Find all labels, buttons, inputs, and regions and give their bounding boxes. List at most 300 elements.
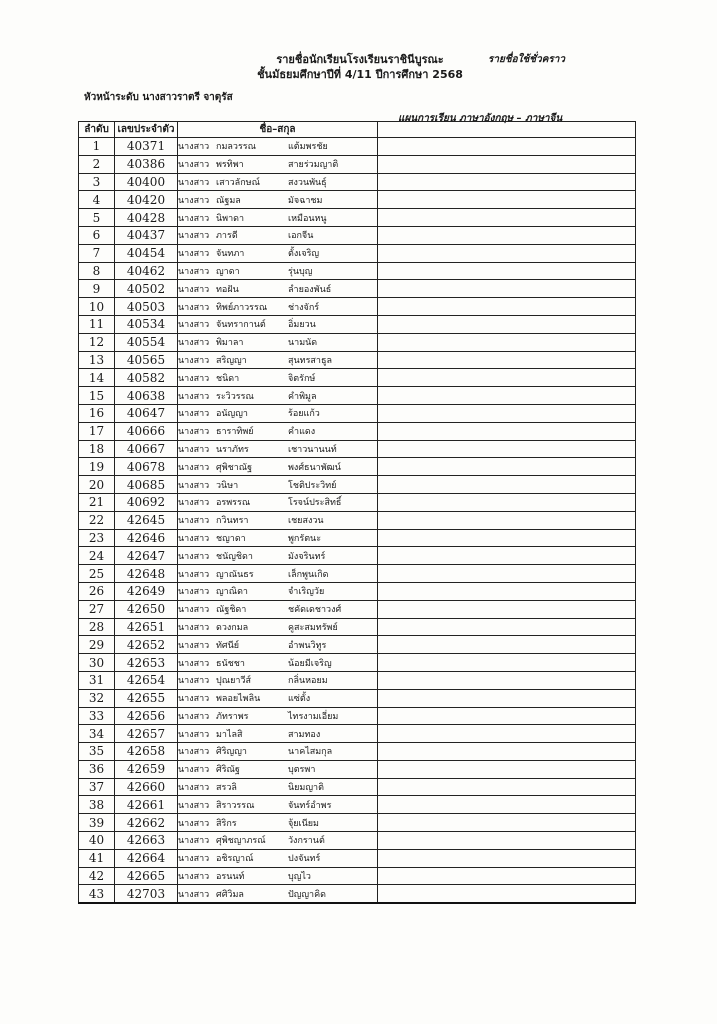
- table-row: [79, 707, 636, 725]
- blank-cell: [378, 138, 636, 156]
- first-name: ภารดี: [216, 231, 238, 242]
- blank-cell: [378, 298, 636, 316]
- last-name: เอกจีน: [288, 231, 314, 242]
- name-title: นางสาว: [178, 231, 210, 242]
- first-name: ณัฐมล: [216, 195, 241, 206]
- row-number: 17: [79, 422, 115, 440]
- table-row: [79, 387, 636, 405]
- table-row: [79, 832, 636, 850]
- row-number: 34: [79, 725, 115, 743]
- last-name: ลำยองพันธ์: [288, 284, 332, 295]
- name-title: นางสาว: [178, 444, 210, 455]
- row-number: 12: [79, 333, 115, 351]
- student-name: [178, 262, 378, 280]
- student-name: [178, 582, 378, 600]
- student-name: [178, 493, 378, 511]
- student-name: [178, 832, 378, 850]
- row-number: 5: [79, 209, 115, 227]
- last-name: มังจรินทร์: [288, 551, 326, 562]
- first-name: ระวิวรรณ: [216, 391, 254, 402]
- table-row: [79, 582, 636, 600]
- first-name: ศุพิชญาภรณ์: [216, 836, 266, 847]
- table-row: [79, 618, 636, 636]
- row-number: 16: [79, 404, 115, 422]
- name-title: นางสาว: [178, 409, 210, 420]
- last-name: นามนัด: [288, 338, 318, 349]
- student-id: 40638: [115, 387, 178, 405]
- student-name: [178, 725, 378, 743]
- blank-cell: [378, 191, 636, 209]
- student-id: 40400: [115, 173, 178, 191]
- last-name: พงศ์ธนาพัฒน์: [288, 462, 341, 473]
- student-name: [178, 440, 378, 458]
- first-name: ศศิวิมล: [216, 889, 244, 900]
- name-title: นางสาว: [178, 266, 210, 277]
- row-number: 40: [79, 832, 115, 850]
- blank-cell: [378, 689, 636, 707]
- first-name: พลอยไพลิน: [216, 694, 261, 705]
- last-name: ปงจันทร์: [288, 854, 321, 865]
- last-name: มัจฉาชม: [288, 195, 323, 206]
- table-row: [79, 849, 636, 867]
- name-title: นางสาว: [178, 160, 210, 171]
- row-number: 1: [79, 138, 115, 156]
- student-id: 42665: [115, 867, 178, 885]
- last-name: น้อยมีเจริญ: [288, 658, 332, 669]
- name-title: นางสาว: [178, 320, 210, 331]
- table-row: [79, 458, 636, 476]
- student-name: [178, 351, 378, 369]
- student-id: 42661: [115, 796, 178, 814]
- name-title: นางสาว: [178, 498, 210, 509]
- student-name: [178, 298, 378, 316]
- name-title: นางสาว: [178, 640, 210, 651]
- table-row: [79, 689, 636, 707]
- row-number: 13: [79, 351, 115, 369]
- blank-cell: [378, 547, 636, 565]
- name-title: นางสาว: [178, 783, 210, 794]
- student-name: [178, 422, 378, 440]
- table-row: [79, 493, 636, 511]
- first-name: จันทภา: [216, 249, 245, 260]
- student-id: 40503: [115, 298, 178, 316]
- student-id: 40437: [115, 226, 178, 244]
- table-row: [79, 422, 636, 440]
- table-row: [79, 191, 636, 209]
- student-name: [178, 636, 378, 654]
- name-title: นางสาว: [178, 462, 210, 473]
- student-id: 40420: [115, 191, 178, 209]
- first-name: ชนัญชิดา: [216, 551, 253, 562]
- table-row: [79, 262, 636, 280]
- name-title: นางสาว: [178, 302, 210, 313]
- blank-cell: [378, 529, 636, 547]
- last-name: สายร่วมญาติ: [288, 160, 339, 171]
- table-header-row: [79, 122, 636, 138]
- table-row: [79, 333, 636, 351]
- first-name: นราภัทร: [216, 444, 249, 455]
- last-name: จำเริญวัย: [288, 587, 325, 598]
- student-id: 42703: [115, 885, 178, 903]
- row-number: 7: [79, 244, 115, 262]
- blank-cell: [378, 600, 636, 618]
- name-title: นางสาว: [178, 142, 210, 153]
- student-id: 42654: [115, 671, 178, 689]
- name-title: นางสาว: [178, 338, 210, 349]
- student-name: [178, 760, 378, 778]
- student-id: 40554: [115, 333, 178, 351]
- name-title: นางสาว: [178, 711, 210, 722]
- table-row: [79, 778, 636, 796]
- last-name: โรจน์ประสิทธิ์: [288, 498, 342, 509]
- row-number: 36: [79, 760, 115, 778]
- name-title: นางสาว: [178, 676, 210, 687]
- student-name: [178, 743, 378, 761]
- table-row: [79, 529, 636, 547]
- student-id: 42652: [115, 636, 178, 654]
- table-row: [79, 209, 636, 227]
- last-name: บุตรพา: [288, 765, 316, 776]
- blank-cell: [378, 226, 636, 244]
- blank-cell: [378, 244, 636, 262]
- row-number: 28: [79, 618, 115, 636]
- student-id: 42650: [115, 600, 178, 618]
- last-name: คำแดง: [288, 427, 316, 438]
- temporary-list-note: รายชื่อใช้ชั่วคราว: [488, 54, 566, 65]
- row-number: 21: [79, 493, 115, 511]
- student-name: [178, 814, 378, 832]
- row-number: 33: [79, 707, 115, 725]
- first-name: ทัศนีย์: [216, 640, 240, 651]
- last-name: นาคไสมกุล: [288, 747, 333, 758]
- blank-cell: [378, 511, 636, 529]
- first-name: มาไลสิ: [216, 729, 243, 740]
- first-name: กวินทรา: [216, 516, 249, 527]
- table-row: [79, 298, 636, 316]
- row-number: 43: [79, 885, 115, 903]
- study-program-line: แผนการเรียน ภาษาอังกฤษ – ภาษาจีน: [398, 113, 563, 124]
- last-name: เชาวนานนท์: [288, 444, 337, 455]
- student-id: 40647: [115, 404, 178, 422]
- student-name: [178, 404, 378, 422]
- student-id: 42659: [115, 760, 178, 778]
- row-number: 4: [79, 191, 115, 209]
- student-id: 42651: [115, 618, 178, 636]
- row-number: 6: [79, 226, 115, 244]
- blank-cell: [378, 760, 636, 778]
- name-title: นางสาว: [178, 516, 210, 527]
- first-name: พิมาลา: [216, 338, 244, 349]
- row-number: 2: [79, 155, 115, 173]
- first-name: อรพรรณ: [216, 498, 251, 509]
- table-row: [79, 725, 636, 743]
- blank-cell: [378, 849, 636, 867]
- table-row: [79, 654, 636, 672]
- student-name: [178, 244, 378, 262]
- first-name: ญาดา: [216, 266, 240, 277]
- student-id: 42648: [115, 565, 178, 583]
- student-name: [178, 458, 378, 476]
- student-id: 40667: [115, 440, 178, 458]
- table-row: [79, 867, 636, 885]
- blank-cell: [378, 885, 636, 903]
- first-name: ชนิดา: [216, 373, 240, 384]
- student-name: [178, 529, 378, 547]
- first-name: อนัญญา: [216, 409, 248, 420]
- last-name: ร้อยแก้ว: [288, 409, 320, 420]
- blank-cell: [378, 404, 636, 422]
- row-number: 41: [79, 849, 115, 867]
- table-row: [79, 369, 636, 387]
- name-title: นางสาว: [178, 427, 210, 438]
- first-name: สิราวรรณ: [216, 800, 255, 811]
- row-number: 31: [79, 671, 115, 689]
- student-name: [178, 191, 378, 209]
- row-number: 22: [79, 511, 115, 529]
- last-name: สุนทรสาธูล: [288, 355, 332, 366]
- name-title: นางสาว: [178, 836, 210, 847]
- last-name: รุ่นบุญ: [288, 266, 313, 277]
- table-row: [79, 155, 636, 173]
- first-name: ทอฝัน: [216, 284, 239, 295]
- blank-cell: [378, 493, 636, 511]
- student-name: [178, 369, 378, 387]
- student-id: 40502: [115, 280, 178, 298]
- row-number: 42: [79, 867, 115, 885]
- blank-cell: [378, 155, 636, 173]
- column-header-blank: [378, 122, 636, 138]
- name-title: นางสาว: [178, 533, 210, 544]
- first-name: ศิริณัฐ: [216, 765, 240, 776]
- row-number: 3: [79, 173, 115, 191]
- last-name: คูสะสมทรัพย์: [288, 622, 338, 633]
- row-number: 9: [79, 280, 115, 298]
- first-name: สรวลิ: [216, 783, 237, 794]
- row-number: 39: [79, 814, 115, 832]
- name-title: นางสาว: [178, 569, 210, 580]
- student-id: 40386: [115, 155, 178, 173]
- student-name: [178, 689, 378, 707]
- table-row: [79, 351, 636, 369]
- last-name: บุญไว: [288, 872, 311, 883]
- row-number: 29: [79, 636, 115, 654]
- student-name: [178, 280, 378, 298]
- table-row: [79, 511, 636, 529]
- student-name: [178, 707, 378, 725]
- student-id: 40565: [115, 351, 178, 369]
- name-title: นางสาว: [178, 889, 210, 900]
- table-row: [79, 404, 636, 422]
- student-name: [178, 547, 378, 565]
- row-number: 25: [79, 565, 115, 583]
- last-name: พูกรัตนะ: [288, 533, 322, 544]
- row-number: 37: [79, 778, 115, 796]
- student-name: [178, 600, 378, 618]
- student-id: 42656: [115, 707, 178, 725]
- last-name: คำพิมูล: [288, 391, 317, 402]
- blank-cell: [378, 565, 636, 583]
- student-name: [178, 209, 378, 227]
- student-id: 42658: [115, 743, 178, 761]
- student-name: [178, 618, 378, 636]
- first-name: พรทิพา: [216, 160, 244, 171]
- table-row: [79, 636, 636, 654]
- student-id: 42662: [115, 814, 178, 832]
- student-name: [178, 387, 378, 405]
- student-roster-table: [78, 121, 636, 904]
- name-title: นางสาว: [178, 195, 210, 206]
- row-number: 11: [79, 315, 115, 333]
- row-number: 32: [79, 689, 115, 707]
- student-name: [178, 173, 378, 191]
- student-name: [178, 796, 378, 814]
- blank-cell: [378, 832, 636, 850]
- name-title: นางสาว: [178, 800, 210, 811]
- student-name: [178, 476, 378, 494]
- first-name: อรนนท์: [216, 872, 245, 883]
- name-title: นางสาว: [178, 249, 210, 260]
- student-id: 40685: [115, 476, 178, 494]
- last-name: จุ้ยเนียม: [288, 818, 319, 829]
- blank-cell: [378, 867, 636, 885]
- table-row: [79, 226, 636, 244]
- row-number: 26: [79, 582, 115, 600]
- blank-cell: [378, 209, 636, 227]
- row-number: 15: [79, 387, 115, 405]
- last-name: เล็กพูนเกิด: [288, 569, 329, 580]
- student-name: [178, 778, 378, 796]
- student-name: [178, 885, 378, 903]
- student-id: 42664: [115, 849, 178, 867]
- table-row: [79, 173, 636, 191]
- column-header-name: ชื่อ–สกุล: [178, 122, 378, 138]
- blank-cell: [378, 351, 636, 369]
- row-number: 8: [79, 262, 115, 280]
- row-number: 20: [79, 476, 115, 494]
- name-title: นางสาว: [178, 729, 210, 740]
- last-name: กลิ่นหอยม: [288, 676, 328, 687]
- name-title: นางสาว: [178, 818, 210, 829]
- last-name: นิยมญาติ: [288, 783, 324, 794]
- student-name: [178, 138, 378, 156]
- name-title: นางสาว: [178, 587, 210, 598]
- table-row: [79, 565, 636, 583]
- row-number: 27: [79, 600, 115, 618]
- row-number: 30: [79, 654, 115, 672]
- blank-cell: [378, 814, 636, 832]
- first-name: ชญาดา: [216, 533, 246, 544]
- document-subtitle: ชั้นมัธยมศึกษาปีที่ 4/11 ปีการศึกษา 2568: [257, 68, 463, 81]
- blank-cell: [378, 582, 636, 600]
- first-name: สิริกร: [216, 818, 237, 829]
- first-name: นิพาดา: [216, 213, 245, 224]
- head-teacher-line: หัวหน้าระดับ นางสาวราตรี จาตุรัส: [84, 92, 233, 103]
- student-id: 40534: [115, 315, 178, 333]
- blank-cell: [378, 422, 636, 440]
- last-name: ช่างจักร์: [288, 302, 320, 313]
- name-title: นางสาว: [178, 284, 210, 295]
- blank-cell: [378, 333, 636, 351]
- table-row: [79, 796, 636, 814]
- table-row: [79, 814, 636, 832]
- student-id: 42663: [115, 832, 178, 850]
- student-name: [178, 155, 378, 173]
- last-name: สามทอง: [288, 729, 321, 740]
- last-name: ตั้งเจริญ: [288, 249, 320, 260]
- student-id: 40666: [115, 422, 178, 440]
- row-number: 18: [79, 440, 115, 458]
- first-name: อชิรญาณ์: [216, 854, 254, 865]
- blank-cell: [378, 440, 636, 458]
- blank-cell: [378, 671, 636, 689]
- student-id: 42653: [115, 654, 178, 672]
- student-name: [178, 867, 378, 885]
- last-name: จิตรักษ์: [288, 373, 316, 384]
- name-title: นางสาว: [178, 551, 210, 562]
- column-header-no: ลำดับ: [79, 122, 115, 138]
- row-number: 24: [79, 547, 115, 565]
- first-name: ญาณันธร: [216, 569, 254, 580]
- first-name: สริญญา: [216, 355, 247, 366]
- last-name: เหมือนหนู: [288, 213, 327, 224]
- name-title: นางสาว: [178, 622, 210, 633]
- first-name: ปุณยาวีส์: [216, 676, 251, 687]
- name-title: นางสาว: [178, 177, 210, 188]
- student-name: [178, 849, 378, 867]
- student-id: 42645: [115, 511, 178, 529]
- first-name: ภัทราพร: [216, 711, 249, 722]
- blank-cell: [378, 743, 636, 761]
- row-number: 10: [79, 298, 115, 316]
- row-number: 19: [79, 458, 115, 476]
- student-id: 42655: [115, 689, 178, 707]
- last-name: อำพนวิทูร: [288, 640, 327, 651]
- name-title: นางสาว: [178, 480, 210, 491]
- student-id: 42649: [115, 582, 178, 600]
- blank-cell: [378, 173, 636, 191]
- student-id: 42660: [115, 778, 178, 796]
- name-title: นางสาว: [178, 872, 210, 883]
- student-id: 42647: [115, 547, 178, 565]
- table-row: [79, 743, 636, 761]
- name-title: นางสาว: [178, 213, 210, 224]
- first-name: ศุพิชาณัฐ: [216, 462, 253, 473]
- blank-cell: [378, 796, 636, 814]
- last-name: เชยสงวน: [288, 516, 324, 527]
- name-title: นางสาว: [178, 694, 210, 705]
- first-name: เสาวลักษณ์: [216, 177, 260, 188]
- name-title: นางสาว: [178, 854, 210, 865]
- document-title: รายชื่อนักเรียนโรงเรียนราชินีบูรณะ: [276, 53, 444, 66]
- blank-cell: [378, 636, 636, 654]
- student-id: 42657: [115, 725, 178, 743]
- blank-cell: [378, 387, 636, 405]
- blank-cell: [378, 476, 636, 494]
- first-name: ศิริญญา: [216, 747, 247, 758]
- table-row: [79, 244, 636, 262]
- last-name: จันทร์อำพร: [288, 800, 332, 811]
- student-name: [178, 226, 378, 244]
- table-row: [79, 440, 636, 458]
- last-name: โชติประวิทย์: [288, 480, 337, 491]
- blank-cell: [378, 618, 636, 636]
- row-number: 14: [79, 369, 115, 387]
- first-name: ดวงกมล: [216, 622, 249, 633]
- last-name: แต้มพรชัย: [288, 142, 328, 153]
- blank-cell: [378, 262, 636, 280]
- blank-cell: [378, 315, 636, 333]
- student-id: 42646: [115, 529, 178, 547]
